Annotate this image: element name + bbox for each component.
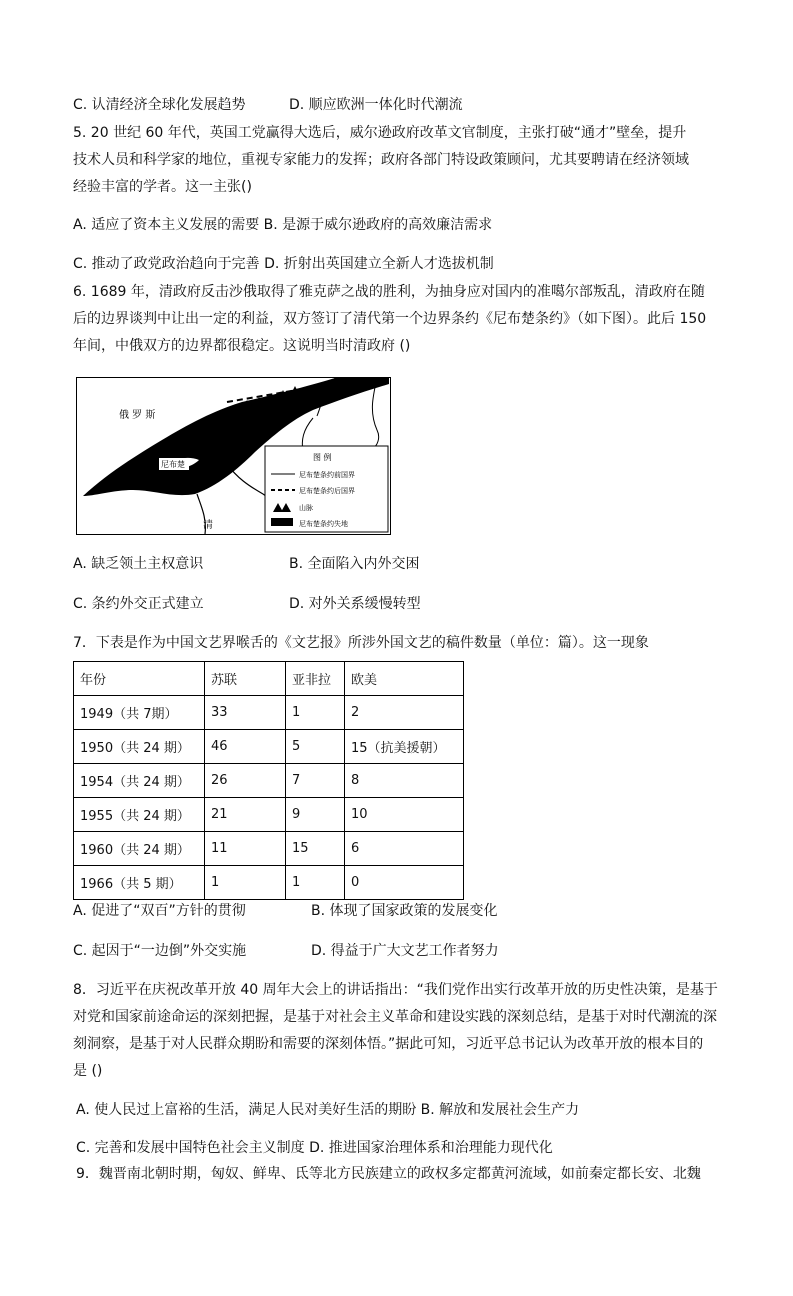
table-cell: 1960（共 24 期）	[74, 832, 205, 866]
label-russia: 俄 罗 斯	[119, 410, 156, 421]
q6-option-b: B. 全面陷入内外交困	[289, 556, 420, 572]
table-cell: 10	[345, 798, 464, 832]
q6-stem-line-1: 6. 1689 年，清政府反击沙俄取得了雅克萨之战的胜利，为抽身应对国内的准噶尔部叛乱，清政府在随	[73, 284, 705, 300]
table-cell: 2	[345, 696, 464, 730]
legend-item-post-border: 尼布楚条约后国界	[299, 487, 355, 495]
table-header-row	[74, 662, 464, 696]
table-header: 苏联	[205, 662, 286, 696]
table-header: 亚非拉	[286, 662, 345, 696]
nerchinsk-treaty-map	[76, 377, 391, 535]
q6-option-d: D. 对外关系缓慢转型	[289, 596, 421, 612]
table-cell: 1954（共 24 期）	[74, 764, 205, 798]
table-row	[74, 798, 464, 832]
legend-title: 图 例	[313, 453, 332, 462]
table-cell: 1	[286, 696, 345, 730]
table-cell: 46	[205, 730, 286, 764]
q8-stem-line-1: 8．习近平在庆祝改革开放 40 周年大会上的讲话指出：“我们党作出实行改革开放的历史性决策，是基于	[73, 982, 718, 998]
map-legend	[265, 446, 388, 532]
table-row	[74, 832, 464, 866]
legend-item-lost-land: 尼布楚条约失地	[299, 520, 348, 528]
table-header: 年份	[74, 662, 205, 696]
q6-option-c: C. 条约外交正式建立	[73, 596, 204, 612]
q5-stem-line-1: 5. 20 世纪 60 年代，英国工党赢得大选后，威尔逊政府改革文官制度，主张打破“通才”壁垒，提升	[73, 125, 687, 141]
table-row	[74, 764, 464, 798]
q4-option-d: D. 顺应欧洲一体化时代潮流	[289, 97, 463, 113]
q8-options-cd: C. 完善和发展中国特色社会主义制度 D. 推进国家治理体系和治理能力现代化	[76, 1140, 553, 1156]
q7-stem: 7．下表是作为中国文艺界喉舌的《文艺报》所涉外国文艺的稿件数量（单位：篇）。这一现象	[73, 635, 649, 651]
q5-options-ab: A. 适应了资本主义发展的需要 B. 是源于威尔逊政府的高效廉洁需求	[73, 217, 493, 233]
q6-stem-line-2: 后的边界谈判中让出一定的利益，双方签订了清代第一个边界条约《尼布楚条约》（如下图）。此后 150	[73, 311, 707, 327]
q8-stem-line-4: 是 ()	[73, 1063, 103, 1079]
q4-option-c: C. 认清经济全球化发展趋势	[73, 97, 246, 113]
table-cell: 6	[345, 832, 464, 866]
q7-option-c: C. 起因于“一边倒”外交实施	[73, 943, 247, 959]
label-nerchinsk: 尼布楚	[161, 460, 185, 469]
table-cell: 5	[286, 730, 345, 764]
table-cell: 1949（共 7期）	[74, 696, 205, 730]
q6-option-a: A. 缺乏领土主权意识	[73, 556, 204, 572]
q8-options-ab: A. 使人民过上富裕的生活，满足人民对美好生活的期盼 B. 解放和发展社会生产力	[76, 1102, 580, 1118]
q5-options-cd: C. 推动了政党政治趋向于完善 D. 折射出英国建立全新人才选拔机制	[73, 256, 494, 272]
table-row	[74, 866, 464, 900]
q6-stem-line-3: 年间，中俄双方的边界都很稳定。这说明当时清政府 ()	[73, 338, 411, 354]
q7-option-a: A. 促进了“双百”方针的贯彻	[73, 903, 246, 919]
q8-stem-line-2: 对党和国家前途命运的深刻把握，是基于对社会主义革命和建设实践的深刻总结，是基于对时代潮流的深	[73, 1009, 717, 1025]
q9-stem-line-1: 9．魏晋南北朝时期，匈奴、鲜卑、氐等北方民族建立的政权多定都黄河流域，如前秦定都长安、北魏	[76, 1166, 701, 1182]
label-qing: 清	[203, 520, 213, 531]
table-cell: 7	[286, 764, 345, 798]
q5-stem-line-2: 技术人员和科学家的地位，重视专家能力的发挥；政府各部门特设政策顾问，尤其要聘请在经济领域	[73, 152, 689, 168]
table-row	[74, 730, 464, 764]
table-cell: 1955（共 24 期）	[74, 798, 205, 832]
table-header: 欧美	[345, 662, 464, 696]
table-cell: 1966（共 5 期）	[74, 866, 205, 900]
q7-table	[73, 661, 464, 900]
table-cell: 11	[205, 832, 286, 866]
table-cell: 0	[345, 866, 464, 900]
table-cell: 1	[205, 866, 286, 900]
table-cell: 8	[345, 764, 464, 798]
table-cell: 15	[286, 832, 345, 866]
table-cell: 21	[205, 798, 286, 832]
table-cell: 9	[286, 798, 345, 832]
q8-stem-line-3: 刻洞察，是基于对人民群众期盼和需要的深刻体悟。”据此可知，习近平总书记认为改革开放的根本目的	[73, 1036, 704, 1052]
q7-option-d: D. 得益于广大文艺工作者努力	[311, 943, 499, 959]
q5-stem-line-3: 经验丰富的学者。这一主张()	[73, 179, 252, 195]
table-cell: 1950（共 24 期）	[74, 730, 205, 764]
table-cell: 26	[205, 764, 286, 798]
table-cell: 15（抗美援朝）	[345, 730, 464, 764]
table-row	[74, 696, 464, 730]
table-cell: 1	[286, 866, 345, 900]
legend-item-pre-border: 尼布楚条约前国界	[299, 471, 355, 479]
table-cell: 33	[205, 696, 286, 730]
q7-option-b: B. 体现了国家政策的发展变化	[311, 903, 498, 919]
legend-item-mountain: 山脉	[299, 504, 313, 512]
